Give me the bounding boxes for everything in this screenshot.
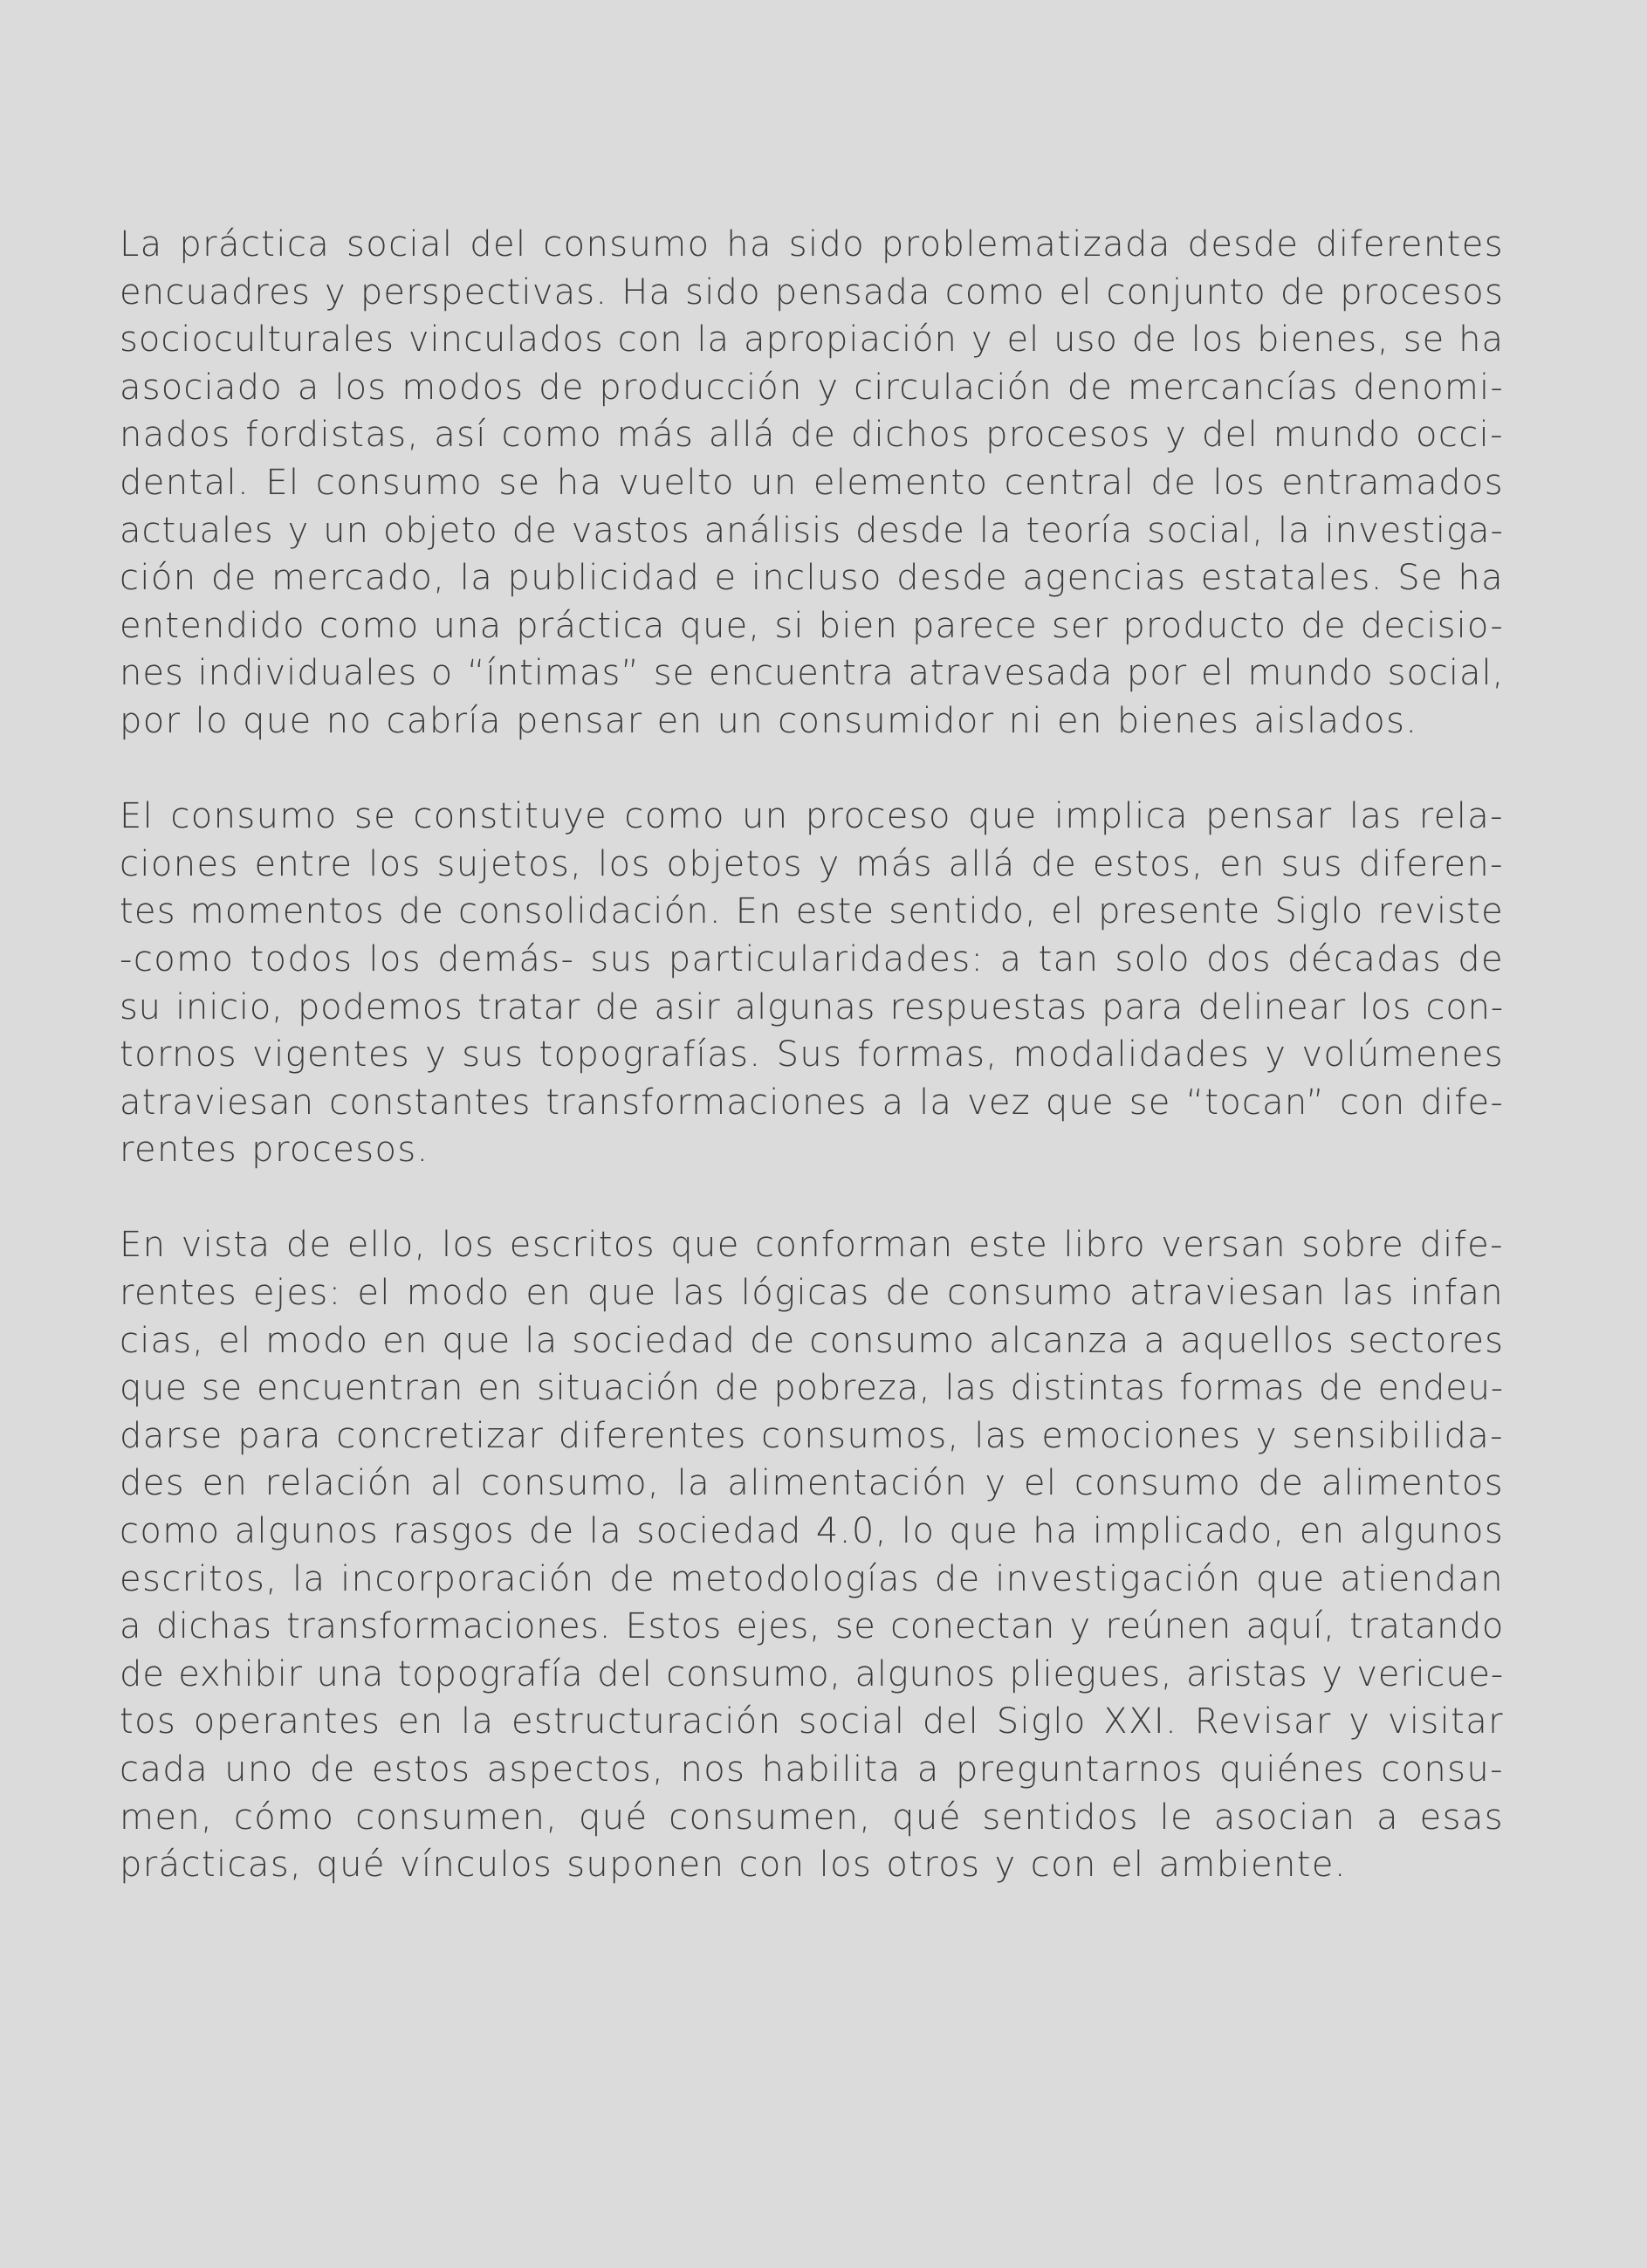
text-line: tornos vigentes y sus topografías. Sus formas, modalidades y volúmenes bbox=[120, 1034, 1504, 1076]
paragraph-1 bbox=[120, 221, 1504, 746]
text-line: entendido como una práctica que, si bien parece ser producto de decisio- bbox=[120, 605, 1504, 646]
text-line: por lo que no cabría pensar en un consumidor ni en bienes aislados. bbox=[120, 700, 1418, 741]
text-line: tos operantes en la estructuración social del Siglo XXI. Revisar y visitar bbox=[120, 1701, 1504, 1742]
text-line: En vista de ello, los escritos que conforman este libro versan sobre dife- bbox=[120, 1225, 1504, 1266]
text-line: encuadres y perspectivas. Ha sido pensada como el conjunto de procesos bbox=[120, 271, 1504, 313]
text-line: La práctica social del consumo ha sido problematizada desde diferentes bbox=[120, 224, 1504, 265]
text-line: des en relación al consumo, la alimentación y el consumo de alimentos bbox=[120, 1463, 1504, 1504]
text-line: asociado a los modos de producción y circulación de mercancías denomi- bbox=[120, 367, 1504, 408]
text-line: -como todos los demás- sus particularidades: a tan solo dos décadas de bbox=[120, 938, 1504, 979]
text-line: atraviesan constantes transformaciones a la vez que se “tocan” con dife- bbox=[120, 1082, 1504, 1123]
text-line: su inicio, podemos tratar de asir algunas respuestas para delinear los con- bbox=[120, 986, 1504, 1027]
body-text bbox=[120, 221, 1504, 1936]
text-line: tes momentos de consolidación. En este sentido, el presente Siglo reviste bbox=[120, 891, 1504, 932]
text-line: socioculturales vinculados con la apropiación y el uso de los bienes, se ha bbox=[120, 320, 1504, 361]
paragraph-3 bbox=[120, 1221, 1504, 1888]
text-line: escritos, la incorporación de metodologías de investigación que atiendan bbox=[120, 1558, 1504, 1599]
text-line: prácticas, qué vínculos suponen con los otros y con el ambiente. bbox=[120, 1845, 1348, 1886]
text-line: de exhibir una topografía del consumo, algunos pliegues, aristas y vericue- bbox=[120, 1653, 1504, 1694]
text-line: men, cómo consumen, qué consumen, qué sentidos le asocian a esas bbox=[120, 1797, 1504, 1838]
text-line: ciones entre los sujetos, los objetos y más allá de estos, en sus diferen- bbox=[120, 843, 1504, 884]
text-line: dental. El consumo se ha vuelto un elemento central de los entramados bbox=[120, 462, 1504, 503]
paragraph-2 bbox=[120, 793, 1504, 1174]
text-line: rentes ejes: el modo en que las lógicas de consumo atraviesan las infan bbox=[120, 1273, 1504, 1314]
text-line: cias, el modo en que la sociedad de consumo alcanza a aquellos sectores bbox=[120, 1320, 1505, 1361]
text-line: darse para concretizar diferentes consumos, las emociones y sensibilida- bbox=[120, 1415, 1504, 1456]
text-line: nados fordistas, así como más allá de dichos procesos y del mundo occi- bbox=[120, 415, 1504, 456]
text-line: como algunos rasgos de la sociedad 4.0, lo que ha implicado, en algunos bbox=[120, 1511, 1505, 1552]
text-line: a dichas transformaciones. Estos ejes, se conectan y reúnen aquí, tratando bbox=[120, 1606, 1504, 1647]
text-line: ción de mercado, la publicidad e incluso desde agencias estatales. Se ha bbox=[120, 558, 1504, 599]
text-line: rentes procesos. bbox=[120, 1130, 429, 1171]
text-line: El consumo se constituye como un proceso que implica pensar las rela- bbox=[120, 796, 1504, 837]
text-line: que se encuentran en situación de pobreza, las distintas formas de endeu- bbox=[120, 1368, 1504, 1409]
text-line: nes individuales o “íntimas” se encuentra atravesada por el mundo social, bbox=[120, 653, 1505, 694]
text-line: actuales y un objeto de vastos análisis desde la teoría social, la investiga- bbox=[120, 510, 1504, 551]
text-line: cada uno de estos aspectos, nos habilita a preguntarnos quiénes consu- bbox=[120, 1749, 1504, 1790]
